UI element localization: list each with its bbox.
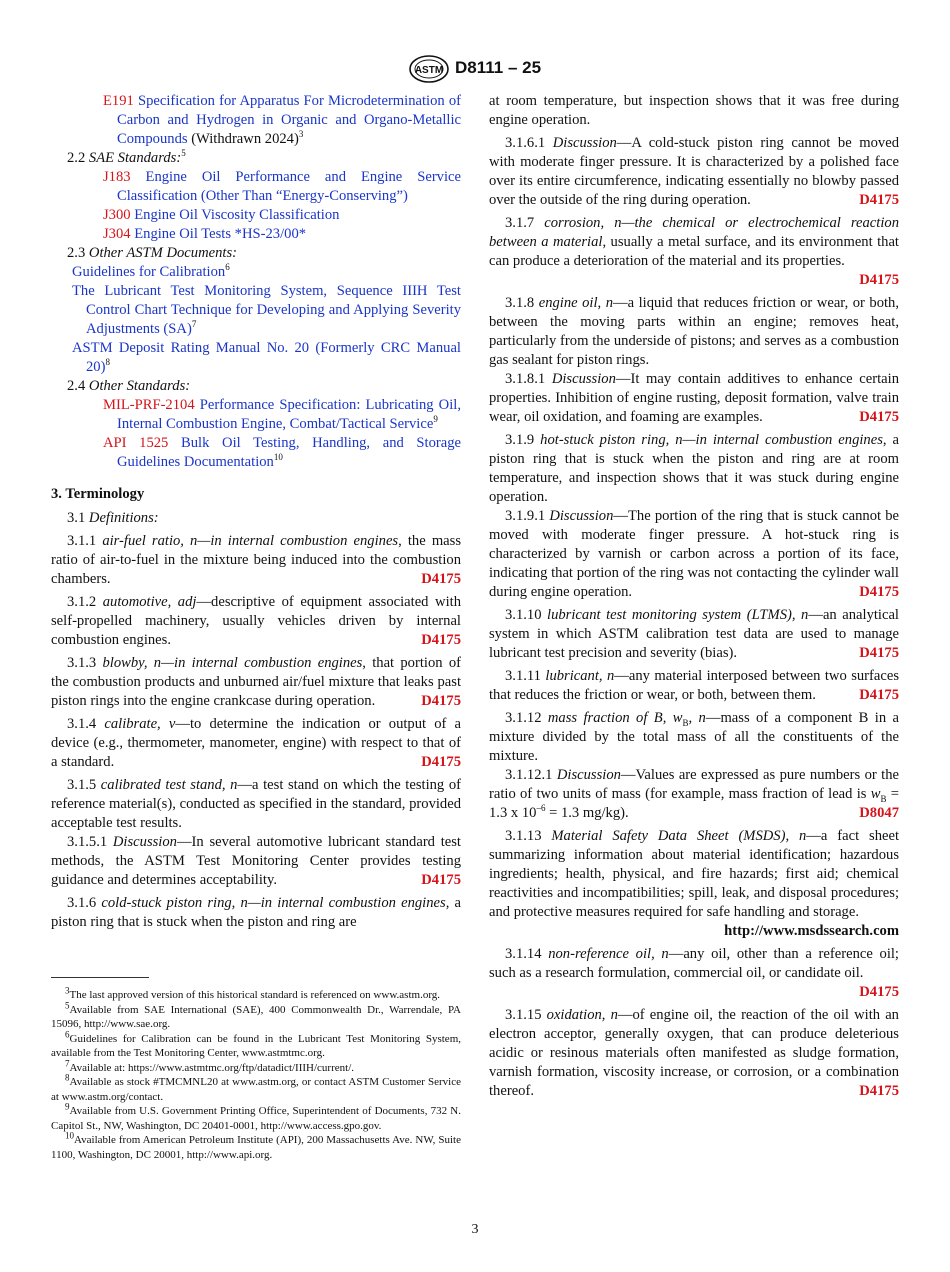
subsection-number: 2.2 <box>67 150 86 166</box>
designation: D8111 – 25 <box>455 58 542 77</box>
section-heading: 3. Terminology <box>51 486 145 502</box>
reference-entry <box>70 282 461 339</box>
definition-number: 3.1.13 <box>505 828 542 844</box>
reference-entry <box>51 168 461 206</box>
subsection-heading <box>51 377 461 396</box>
definition-entry <box>489 1006 899 1101</box>
definition-entry <box>51 776 461 833</box>
continued-text: at room temperature, but inspection shows that it was free during engine operation. <box>489 93 899 128</box>
definition-body: —a liquid that reduces friction or wear, or both, between the moving parts within an engine; removes heat, particularly from the underside of pistons; and serves as a combustion gas sealant for piston rings. <box>489 295 899 368</box>
definition-entry <box>489 606 899 663</box>
definition-term: Material Safety Data Sheet (MSDS), n <box>551 828 807 844</box>
definition-term: Discussion <box>551 371 616 387</box>
definition-body: —Values are expressed as pure numbers or the ratio of two units of mass (for example, mass fraction of lead is <box>489 767 899 802</box>
definition-term: Discussion <box>552 135 617 151</box>
subsection-number: 2.4 <box>67 378 86 394</box>
footnote-mark: 6 <box>225 262 230 273</box>
footnote-text: Available from SAE International (SAE), 400 Commonwealth Dr., Warrendale, PA 15096, http://www.sae.org. <box>51 1003 461 1030</box>
definition-number: 3.1.14 <box>505 946 542 962</box>
reference-code[interactable]: J304 <box>103 226 131 242</box>
reference-title-link[interactable]: Guidelines for Calibration <box>72 264 226 280</box>
definition-term: oxidation, n <box>546 1007 618 1023</box>
definition-term: lubricant, n <box>545 668 615 684</box>
definition-number: 3.1.12 <box>505 710 542 726</box>
footnote <box>51 1101 461 1133</box>
reference-suffix: (Withdrawn 2024) <box>187 131 299 147</box>
reference-link[interactable]: D4175 <box>859 409 899 425</box>
definition-term: corrosion, n—the chemical or electrochemical reaction between a material <box>489 215 899 250</box>
definition-term: calibrated test stand, n <box>100 777 238 793</box>
reference-title-link[interactable]: Specification for Apparatus For Microdetermination of Carbon and Hydrogen in Organic and Organo-Metallic Compounds <box>117 93 461 147</box>
definition-body: —A cold-stuck piston ring cannot be moved with moderate finger pressure. It is characterized by a polished face over its entire circumference, indicating essentially no blowby passed over the outside of the ring during operation. <box>489 135 899 208</box>
reference-link[interactable]: D4175 <box>859 192 899 208</box>
footnote-mark: 10 <box>273 452 283 463</box>
definition-term: lubricant test monitoring system (LTMS), n <box>547 607 809 623</box>
footnote-text: Available from U.S. Government Printing Office, Superintendent of Documents, 732 N. Capitol St., NW, Washington, DC 20401-0001, http://www.access.gpo.gov. <box>51 1105 461 1132</box>
term-subscript: B <box>682 717 689 728</box>
footnote-mark: 9 <box>433 414 438 425</box>
definition-term: non-reference oil, n <box>548 946 669 962</box>
definition-term-after: , n <box>688 710 706 726</box>
footnotes <box>51 985 461 1162</box>
definition-body: , usually a metal surface, and its environment that can produce a deterioration of the material and its properties. <box>489 234 899 269</box>
definition-term: air-fuel ratio, n—in internal combustion engines <box>102 533 399 549</box>
definition-entry <box>489 134 899 210</box>
reference-link[interactable]: D4175 <box>421 632 461 648</box>
definition-term: mass fraction of B, w <box>547 710 683 726</box>
definition-number: 3.1.6.1 <box>505 135 546 151</box>
definition-entry <box>489 507 899 602</box>
reference-title-link[interactable]: Performance Specification: Lubricating Oil, Internal Combustion Engine, Combat/Tactical Service <box>117 397 461 432</box>
footnote-mark: 7 <box>191 319 197 330</box>
reference-link[interactable]: D4175 <box>859 687 899 703</box>
footnote-number: 9 <box>65 1101 70 1112</box>
formula-subscript: B <box>880 793 887 804</box>
reference-link[interactable]: D4175 <box>421 571 461 587</box>
definition-number: 3.1.10 <box>505 607 542 623</box>
reference-title-link[interactable]: Engine Oil Performance and Engine Service Classification (Other Than “Energy-Conserving”) <box>117 169 461 204</box>
reference-entry <box>51 206 461 225</box>
reference-code[interactable]: J183 <box>103 169 131 185</box>
reference-code[interactable]: MIL-PRF-2104 <box>103 397 195 413</box>
reference-link[interactable]: D4175 <box>421 693 461 709</box>
definition-term: Discussion <box>549 508 614 524</box>
definition-body: —descriptive of equipment associated with self-propelled machinery, usually vehicles driven by internal combustion engines. <box>51 594 461 648</box>
definition-number: 3.1.8.1 <box>505 371 546 387</box>
reference-entry <box>70 339 461 377</box>
definition-entry <box>489 370 899 427</box>
reference-entry <box>51 396 461 434</box>
reference-link[interactable]: D4175 <box>421 754 461 770</box>
definition-number: 3.1.2 <box>67 594 97 610</box>
definition-entry <box>489 766 899 823</box>
definition-term: engine oil, n <box>538 295 614 311</box>
definition-number: 3.1.5.1 <box>67 834 108 850</box>
footnote <box>51 985 461 1003</box>
definition-number: 3.1.7 <box>505 215 535 231</box>
footnote-mark: 3 <box>298 129 304 140</box>
footnote-text: The last approved version of this historical standard is referenced on www.astm.org. <box>69 989 441 1001</box>
footnote <box>51 1028 461 1061</box>
subsection-title: Definitions: <box>88 510 159 526</box>
definition-body: —a fact sheet summarizing information about material identification; hazardous ingredients; health, physical, and fire hazards; first aid; chemical reactivities and incompatibilities; spill, leak, and disposal procedures; and protective measures required for safe handling and storage. <box>489 828 899 920</box>
definition-entry <box>51 894 461 932</box>
definition-body: —to determine the indication or output of a device (e.g., thermometer, manometer, engine) with respect to that of a standard. <box>51 716 462 770</box>
subsection-title: Other Standards: <box>88 378 191 394</box>
definition-body: —an analytical system in which ASTM calibration test data are used to manage lubricant test precision and severity (bias). <box>489 607 899 661</box>
definition-body: —mass of a component B in a mixture divided by the total mass of all the constituents of the mixture. <box>489 710 899 764</box>
footnote <box>51 999 461 1032</box>
definition-entry <box>51 715 461 772</box>
formula-middle: = 1.3 x 10 <box>489 786 899 821</box>
footnote-number: 10 <box>65 1130 74 1141</box>
definition-term: automotive, adj <box>102 594 197 610</box>
footnote-mark: 5 <box>181 148 186 159</box>
reference-link[interactable]: D4175 <box>859 1083 899 1099</box>
definition-number: 3.1.9 <box>505 432 535 448</box>
footnote-text: Available from American Petroleum Institute (API), 200 Massachusetts Ave. NW, Suite 1100, Washington, DC 20001, http://www.api.org. <box>51 1134 461 1161</box>
definition-body: , a piston ring that is stuck when the piston and ring are <box>51 895 461 930</box>
footnote-number: 3 <box>65 985 70 996</box>
right-column <box>489 92 899 1101</box>
definition-entry <box>51 593 461 650</box>
reference-entry <box>70 263 461 282</box>
definition-body: —of engine oil, the reaction of the oil with an electron acceptor, generally oxygen, that can produce deleterious acidic or resinous materials often manifested as sludge formation, varnish formation, viscosity increase, or corrosion, or a combination thereof. <box>489 1007 899 1099</box>
definition-body: —The portion of the ring that is stuck cannot be moved with moderate finger pressure. A hot-stuck ring is characterized by varnish or carbon across a portion of its face, indicating that portion of the ring was not contacting the cylinder wall during engine operation. <box>489 508 899 600</box>
definition-term: Discussion <box>556 767 621 783</box>
reference-link[interactable]: D8047 <box>859 805 899 821</box>
reference-title-link[interactable]: Engine Oil Tests *HS-23/00* <box>134 226 307 242</box>
footnote-divider <box>51 977 149 978</box>
url-link[interactable]: http://www.msdssearch.com <box>724 923 899 939</box>
footnote <box>51 1057 461 1076</box>
reference-link[interactable]: D4175 <box>859 984 899 1000</box>
definition-body: , the mass ratio of air-to-fuel in the mixture being induced into the combustion chambers. <box>51 533 462 587</box>
definition-body: , that portion of the combustion products and unburned air/fuel mixture that leaks past piston rings into the engine crankcase during operation. <box>51 655 461 709</box>
definition-term: Discussion <box>112 834 177 850</box>
definition-body: —It may contain additives to enhance certain properties. Inhibition of engine rusting, deposit formation, valve train wear, oil oxidation, and foaming are examples. <box>489 371 899 425</box>
reference-link[interactable]: D4175 <box>859 272 899 288</box>
formula-symbol: w <box>870 786 881 802</box>
definition-body: —any material interposed between two surfaces that reduces the friction or wear, or both, between them. <box>489 668 899 703</box>
subsection-number: 2.3 <box>67 245 86 261</box>
definition-body: , a piston ring that is stuck when the piston and ring are at room temperature, and inspection shows that it was stuck during engine operation. <box>489 432 899 505</box>
footnote-number: 5 <box>65 999 70 1010</box>
reference-link[interactable]: D4175 <box>859 584 899 600</box>
footnote-text: Guidelines for Calibration can be found in the Lubricant Test Monitoring System, available from the Test Monitoring Center, www.astmtmc.org. <box>51 1032 461 1059</box>
page-number: 3 <box>471 1222 479 1237</box>
definitions-heading <box>51 509 461 528</box>
definition-number: 3.1.9.1 <box>505 508 546 524</box>
left-column <box>51 92 461 932</box>
reference-entry <box>51 225 461 244</box>
definition-number: 3.1.11 <box>505 668 541 684</box>
definition-entry <box>489 294 899 370</box>
footnote <box>51 1130 461 1162</box>
subsection-heading <box>51 244 461 263</box>
footnote <box>51 1072 461 1104</box>
formula-end: = 1.3 mg/kg). <box>545 805 629 821</box>
definition-number: 3.1.15 <box>505 1007 542 1023</box>
definition-number: 3.1.5 <box>67 777 97 793</box>
footnote-mark: 8 <box>105 357 110 368</box>
definition-number: 3.1.6 <box>67 895 97 911</box>
footnote-number: 7 <box>65 1057 70 1068</box>
definition-number: 3.1.12.1 <box>505 767 553 783</box>
reference-entry <box>51 92 461 149</box>
definition-entry <box>489 431 899 507</box>
definition-entry <box>489 945 899 1002</box>
reference-code[interactable]: API 1525 <box>103 435 169 451</box>
definition-body: —In several automotive lubricant standard test methods, the ASTM Test Monitoring Center provides testing guidance and determines acceptability. <box>51 834 461 888</box>
reference-link[interactable]: D4175 <box>859 645 899 661</box>
formula-exponent: –6 <box>536 803 546 814</box>
subsection-number: 3.1 <box>67 510 86 526</box>
footnote-number: 8 <box>65 1072 70 1083</box>
definition-entry <box>489 214 899 290</box>
reference-title-link[interactable]: Engine Oil Viscosity Classification <box>134 207 340 223</box>
reference-title-link[interactable]: ASTM Deposit Rating Manual No. 20 (Formerly CRC Manual 20) <box>72 340 461 375</box>
subsection-title: Other ASTM Documents: <box>88 245 237 261</box>
definition-entry <box>489 667 899 705</box>
definition-term: cold-stuck piston ring, n—in internal combustion engines <box>101 895 446 911</box>
reference-entry <box>51 434 461 472</box>
definition-entry <box>51 833 461 890</box>
subsection-title: SAE Standards: <box>88 150 182 166</box>
definition-term: blowby, n—in internal combustion engines <box>102 655 363 671</box>
definition-number: 3.1.1 <box>67 533 97 549</box>
footnote-text: Available as stock #TMCMNL20 at www.astm.org, or contact ASTM Customer Service at www.astm.org/contact. <box>51 1076 461 1103</box>
definition-body: —a test stand on which the testing of reference material(s), conducted as specified in the standard, provided acceptable test results. <box>51 777 461 831</box>
subsection-heading <box>51 149 461 168</box>
reference-code[interactable]: E191 <box>103 93 134 109</box>
definition-entry <box>51 654 461 711</box>
footnote-number: 6 <box>65 1028 70 1039</box>
definition-number: 3.1.4 <box>67 716 97 732</box>
reference-link[interactable]: D4175 <box>421 872 461 888</box>
definition-number: 3.1.3 <box>67 655 97 671</box>
definition-entry <box>51 532 461 589</box>
definition-body: —any oil, other than a reference oil; such as a research formulation, commercial oil, or candidate oil. <box>489 946 899 981</box>
definition-number: 3.1.8 <box>505 295 535 311</box>
footnote-text: Available at: https://www.astmtmc.org/ftp/datadict/IIIH/current/. <box>69 1061 354 1074</box>
reference-title-link[interactable]: Bulk Oil Testing, Handling, and Storage Guidelines Documentation <box>117 435 462 470</box>
definition-term: hot-stuck piston ring, n—in internal combustion engines <box>540 432 883 448</box>
reference-code[interactable]: J300 <box>103 207 131 223</box>
astm-logo-icon <box>408 55 450 83</box>
page-header <box>0 55 950 85</box>
svg-text:ASTM: ASTM <box>414 65 444 76</box>
reference-title-link[interactable]: The Lubricant Test Monitoring System, Sequence IIIH Test Control Chart Technique for Developing and Applying Severity Adjustments (SA) <box>72 283 461 337</box>
definition-term: calibrate, v <box>104 716 176 732</box>
definition-entry <box>489 709 899 766</box>
definition-entry <box>489 827 899 941</box>
